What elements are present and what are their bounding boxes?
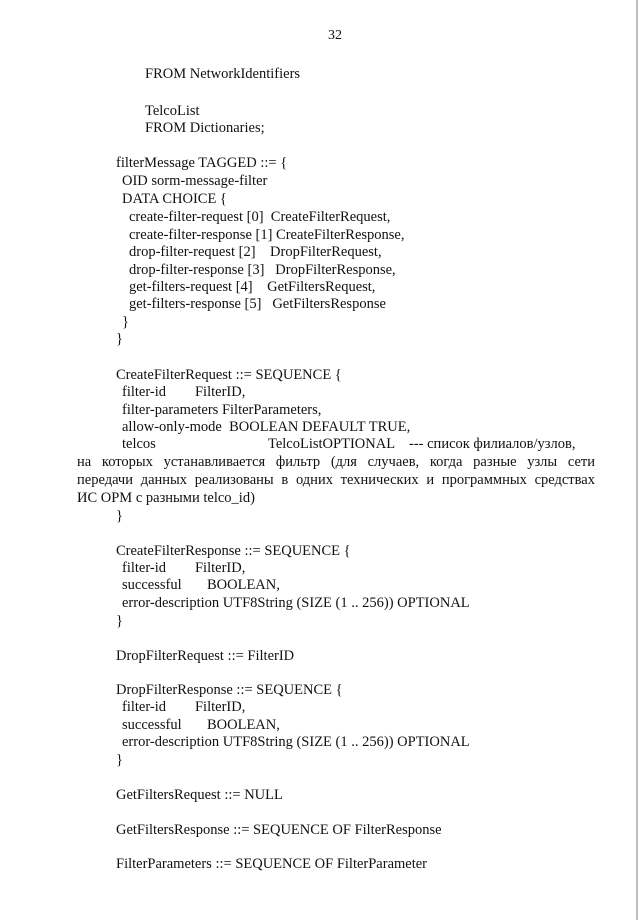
code-line: CreateFilterResponse ::= SEQUENCE { [116,543,351,559]
code-line: successful BOOLEAN, [122,577,280,593]
code-line: GetFiltersResponse ::= SEQUENCE OF FilterResponse [116,822,442,838]
code-line: GetFiltersRequest ::= NULL [116,787,283,803]
code-line: TelcoListOPTIONAL --- список филиалов/узлов, [268,436,576,452]
code-line: DropFilterResponse ::= SEQUENCE { [116,682,343,698]
code-line: drop-filter-response [3] DropFilterResponse, [129,262,396,278]
code-line: DATA CHOICE { [122,191,227,207]
code-line: TelcoList [145,103,200,119]
code-line: allow-only-mode BOOLEAN DEFAULT TRUE, [122,419,411,435]
code-line: filter-parameters FilterParameters, [122,402,322,418]
code-line: } [116,331,123,347]
code-line: DropFilterRequest ::= FilterID [116,648,295,664]
comment-line: ИС ОРМ с разными telco_id) [77,490,255,506]
code-line: create-filter-request [0] CreateFilterRequest, [129,209,391,225]
code-line: FROM Dictionaries; [145,120,265,136]
code-line: } [116,752,123,768]
page-edge-line [636,0,638,920]
code-line: telcos [122,436,156,452]
code-line: } [122,314,129,330]
code-line: } [116,613,123,629]
code-line: FROM NetworkIdentifiers [145,66,301,82]
code-line: filter-id FilterID, [122,699,246,715]
code-line: drop-filter-request [2] DropFilterRequest, [129,244,382,260]
code-line: } [116,508,123,524]
code-line: error-description UTF8String (SIZE (1 .. 256)) OPTIONAL [122,595,470,611]
comment-line: на которых устанавливается фильтр (для случаев, когда разные узлы сети [77,454,595,470]
code-line: filterMessage TAGGED ::= { [116,155,288,171]
code-line: filter-id FilterID, [122,560,246,576]
code-line: create-filter-response [1] CreateFilterResponse, [129,227,405,243]
code-line: filter-id FilterID, [122,384,246,400]
comment-line: передачи данных реализованы в одних технических и программных средствах [77,472,595,488]
code-line: error-description UTF8String (SIZE (1 .. 256)) OPTIONAL [122,734,470,750]
code-line: successful BOOLEAN, [122,717,280,733]
code-line: get-filters-request [4] GetFiltersRequest, [129,279,376,295]
code-line: OID sorm-message-filter [122,173,268,189]
code-line: FilterParameters ::= SEQUENCE OF FilterParameter [116,856,428,872]
page-number: 32 [328,28,342,43]
code-line: CreateFilterRequest ::= SEQUENCE { [116,367,342,383]
code-line: get-filters-response [5] GetFiltersResponse [129,296,386,312]
